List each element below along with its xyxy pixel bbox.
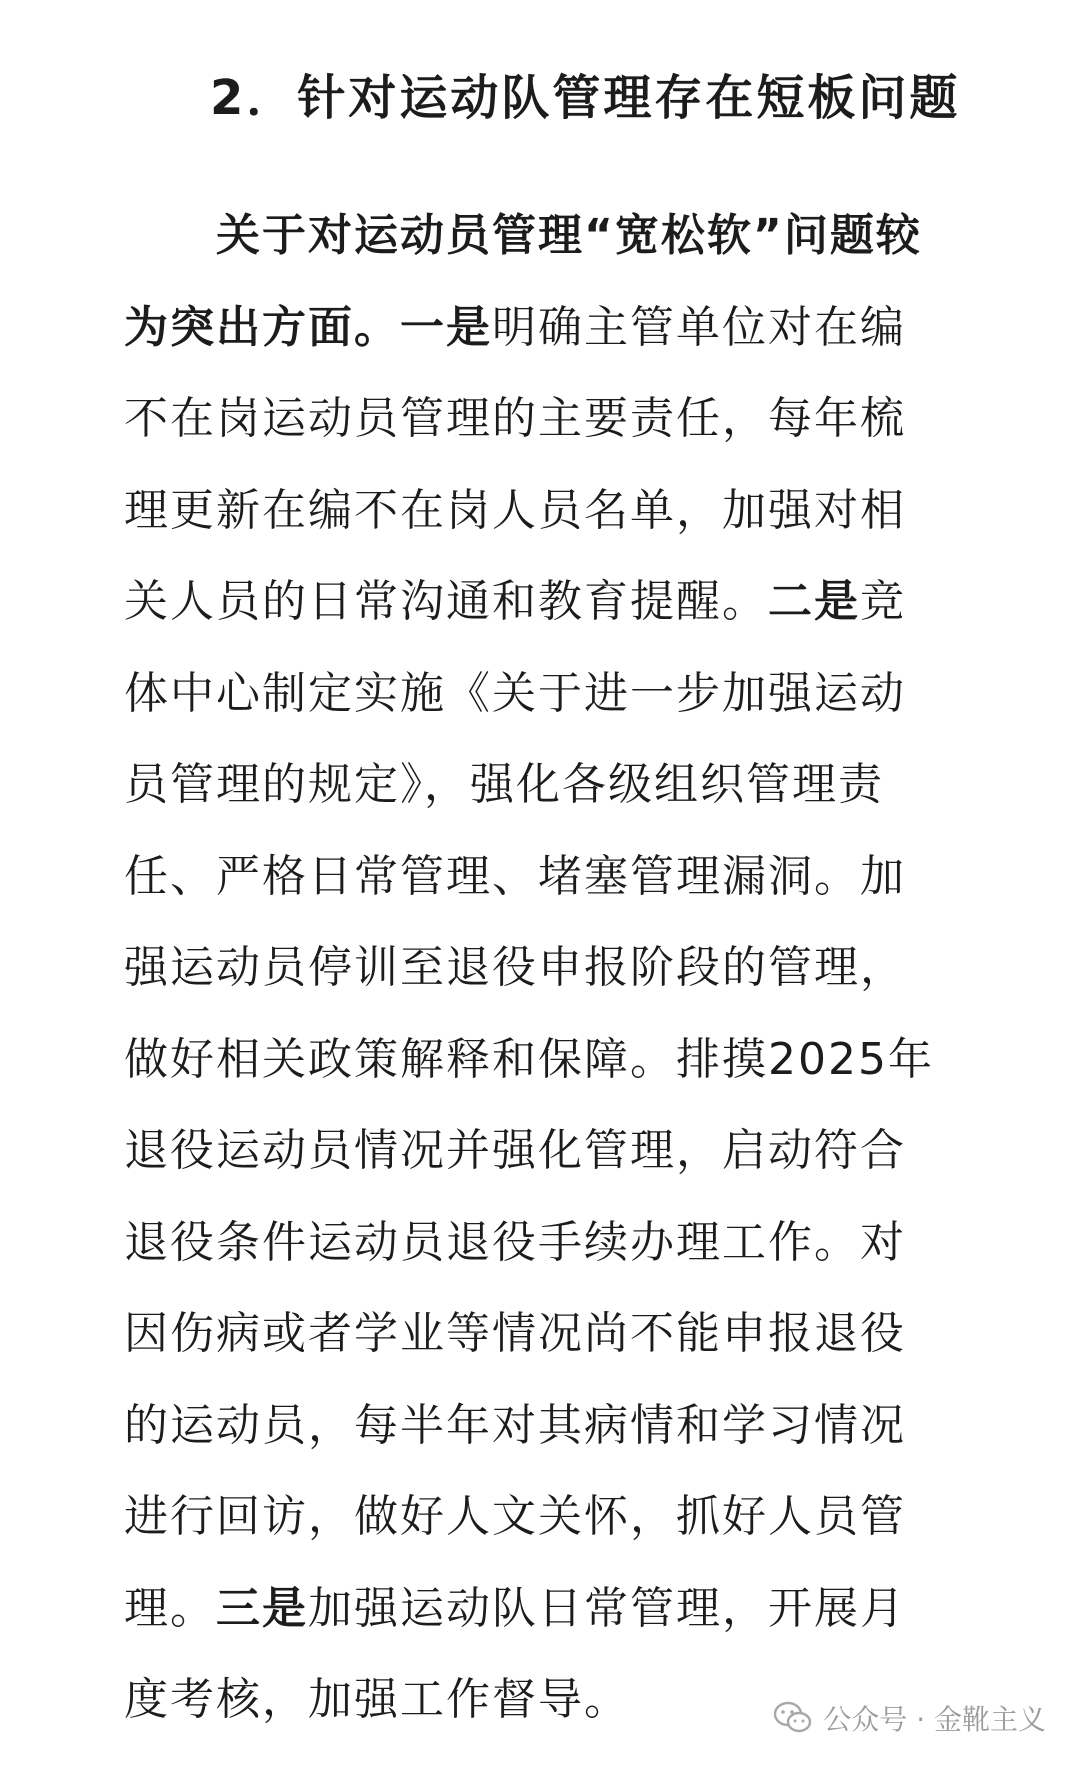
text-segment: 因伤病或者学业等情况尚不能申报退役 xyxy=(124,1308,906,1359)
text-segment: 竞 xyxy=(860,576,906,627)
bold-text: 一是 xyxy=(400,301,492,353)
paragraph-line xyxy=(124,1380,954,1472)
paragraph-line xyxy=(124,831,954,923)
paragraph-line xyxy=(124,1105,954,1197)
text-segment: 明确主管单位对在编 xyxy=(492,301,906,353)
bold-text: 为突出方面。 xyxy=(124,301,400,353)
paragraph-line xyxy=(124,1288,954,1380)
text-segment: 强运动员停训至退役申报阶段的管理， xyxy=(124,942,906,993)
text-segment: 做好相关政策解释和保障。排摸2025年 xyxy=(124,1033,934,1085)
paragraph-line xyxy=(124,373,954,465)
section-heading: 2．针对运动队管理存在短板问题 xyxy=(210,70,961,126)
paragraph-line xyxy=(124,1014,954,1106)
text-segment: 不在岗运动员管理的主要责任，每年梳 xyxy=(124,393,906,444)
text-segment: 关人员的日常沟通和教育提醒。 xyxy=(124,576,768,627)
text-segment: 体中心制定实施《关于进一步加强运动 xyxy=(124,667,906,719)
text-segment: 进行回访，做好人文关怀，抓好人员管 xyxy=(124,1491,906,1542)
paragraph-line xyxy=(124,1197,954,1289)
text-segment: 退役条件运动员退役手续办理工作。对 xyxy=(124,1216,906,1268)
paragraph-line xyxy=(124,1563,954,1655)
paragraph-line xyxy=(124,556,954,648)
text-segment: 退役运动员情况并强化管理，启动符合 xyxy=(124,1125,906,1176)
paragraph-line xyxy=(124,282,954,374)
body-paragraph xyxy=(124,190,954,1746)
bold-text: 二是 xyxy=(768,576,860,627)
bold-text: 关于对运动员管理“宽松软”问题较 xyxy=(216,210,922,261)
bold-text: 三是 xyxy=(216,1582,308,1634)
text-segment: 度考核，加强工作督导。 xyxy=(124,1674,630,1725)
paragraph-line xyxy=(124,1471,954,1563)
watermark xyxy=(773,1698,1046,1738)
paragraph-line xyxy=(124,190,954,282)
watermark-text: 公众号 · 金靴主义 xyxy=(823,1703,1046,1736)
wechat-icon xyxy=(773,1701,813,1735)
text-segment: 任、严格日常管理、堵塞管理漏洞。加 xyxy=(124,850,906,902)
text-segment: 理。 xyxy=(124,1582,216,1634)
text-segment: 员管理的规定》，强化各级组织管理责 xyxy=(124,759,884,810)
paragraph-line xyxy=(124,922,954,1014)
text-segment: 加强运动队日常管理，开展月 xyxy=(308,1582,906,1634)
paragraph-line xyxy=(124,739,954,831)
text-segment: 理更新在编不在岗人员名单，加强对相 xyxy=(124,484,906,536)
paragraph-line xyxy=(124,465,954,557)
paragraph-line xyxy=(124,648,954,740)
text-segment: 的运动员，每半年对其病情和学习情况 xyxy=(124,1399,906,1451)
